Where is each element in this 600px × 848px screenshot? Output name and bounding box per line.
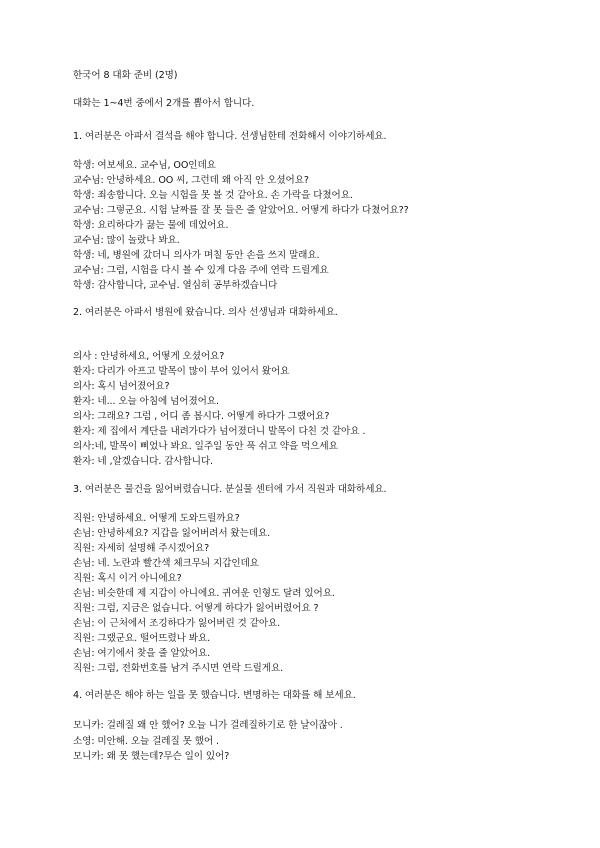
dialogue-line: 학생: 여보세요. 교수님, OO인데요: [73, 160, 216, 171]
dialogue-line: 교수님: 많이 놀랐나 봐요.: [73, 235, 180, 246]
dialogue-line: 의사: 혹시 넘어졌어요?: [73, 381, 170, 392]
dialogue-line: 의사: 그래요? 그럼 , 어디 좀 봅시다. 어떻게 하다가 그랬어요?: [73, 411, 330, 422]
dialogue-line: 손님: 여기에서 찾을 줄 알았어요.: [73, 648, 211, 659]
dialogue-line: 모니카: 걸레질 왜 안 했어? 오늘 니가 걸레질하기로 한 날이잖아 .: [73, 720, 343, 731]
dialogue-line: 소영: 미안해. 오늘 걸레질 못 했어 .: [73, 736, 219, 747]
dialogue-line: 직원: 자세히 설명해 주시겠어요?: [73, 543, 210, 554]
document-title: 한국어 8 대화 준비 (2명): [73, 70, 178, 81]
dialogue-line: 손님: 네. 노란과 빨간색 체크무늬 지갑인데요: [73, 558, 259, 569]
dialogue-line: 환자: 다리가 아프고 발목이 많이 부어 있어서 왔어요: [73, 366, 290, 377]
dialogue-line: 직원: 그랬군요. 떨어뜨렸나 봐요.: [73, 633, 211, 644]
dialogue-line: 환자: 제 집에서 계단을 내려가다가 넘어졌더니 발목이 다친 것 같아요 .: [73, 426, 366, 437]
dialogue-line: 직원: 그럼, 전화번호를 남겨 주시면 연락 드릴게요.: [73, 663, 284, 674]
dialogue-line: 교수님: 안녕하세요. OO 씨, 그런데 왜 아직 안 오셨어요?: [73, 175, 309, 186]
dialogue-line: 직원: 혹시 이거 아니에요?: [73, 573, 182, 584]
section-1-heading: 1. 여러분은 아파서 결석을 해야 합니다. 선생님한테 전화해서 이야기하세요.: [73, 131, 387, 142]
section-3-heading: 3. 여러분은 물건을 잃어버렸습니다. 분실물 센터에 가서 직원과 대화하세요.: [73, 484, 387, 495]
dialogue-line: 환자: 네 ,알겠습니다. 감사합니다.: [73, 456, 214, 467]
dialogue-line: 모니카: 왜 못 했는데?무슨 일이 있어?: [73, 751, 230, 762]
dialogue-line: 손님: 이 근처에서 조깅하다가 잃어버린 것 같아요.: [73, 618, 281, 629]
section-2-heading: 2. 여러분은 아파서 병원에 왔습니다. 의사 선생님과 대화하세요.: [73, 307, 338, 318]
dialogue-line: 학생: 감사합니다, 교수님. 열심히 공부하겠습니다: [73, 280, 278, 291]
dialogue-line: 손님: 안녕하세요? 지갑을 잃어버려서 왔는데요.: [73, 528, 271, 539]
dialogue-line: 의사:네, 발목이 삐었나 봐요. 일주일 동안 푹 쉬고 약을 먹으세요: [73, 441, 338, 452]
dialogue-line: 환자: 네... 오늘 아침에 넘어졌어요.: [73, 396, 219, 407]
dialogue-line: 교수님: 그럼, 시험을 다시 볼 수 있게 다음 주에 연락 드릴게요: [73, 265, 329, 276]
dialogue-line: 의사 : 안녕하세요, 어떻게 오셨어요?: [73, 351, 225, 362]
dialogue-line: 학생: 요리하다가 끓는 물에 데었어요.: [73, 220, 229, 231]
document-instruction: 대화는 1~4번 중에서 2개를 뽑아서 합니다.: [73, 98, 255, 109]
dialogue-line: 교수님: 그렇군요. 시험 날짜를 잘 못 들은 줄 알았어요. 어떻게 하다가 다쳤어요??: [73, 205, 409, 216]
dialogue-line: 학생: 죄송합니다. 오늘 시험을 못 볼 것 같아요. 손 가락을 다쳤어요.: [73, 190, 353, 201]
section-4-heading: 4. 여러분은 해야 하는 일을 못 했습니다. 변명하는 대화를 해 보세요.: [73, 690, 356, 701]
dialogue-line: 학생: 네, 병원에 갔더니 의사가 며칠 동안 손을 쓰지 말래요.: [73, 250, 320, 261]
dialogue-line: 직원: 그럼, 지금은 없습니다. 어떻게 하다가 잃어버렸어요 ?: [73, 603, 319, 614]
dialogue-line: 손님: 비슷한데 제 지갑이 아니에요. 귀여운 인형도 달려 있어요.: [73, 588, 335, 599]
dialogue-line: 직원: 안녕하세요. 어떻게 도와드릴까요?: [73, 513, 240, 524]
